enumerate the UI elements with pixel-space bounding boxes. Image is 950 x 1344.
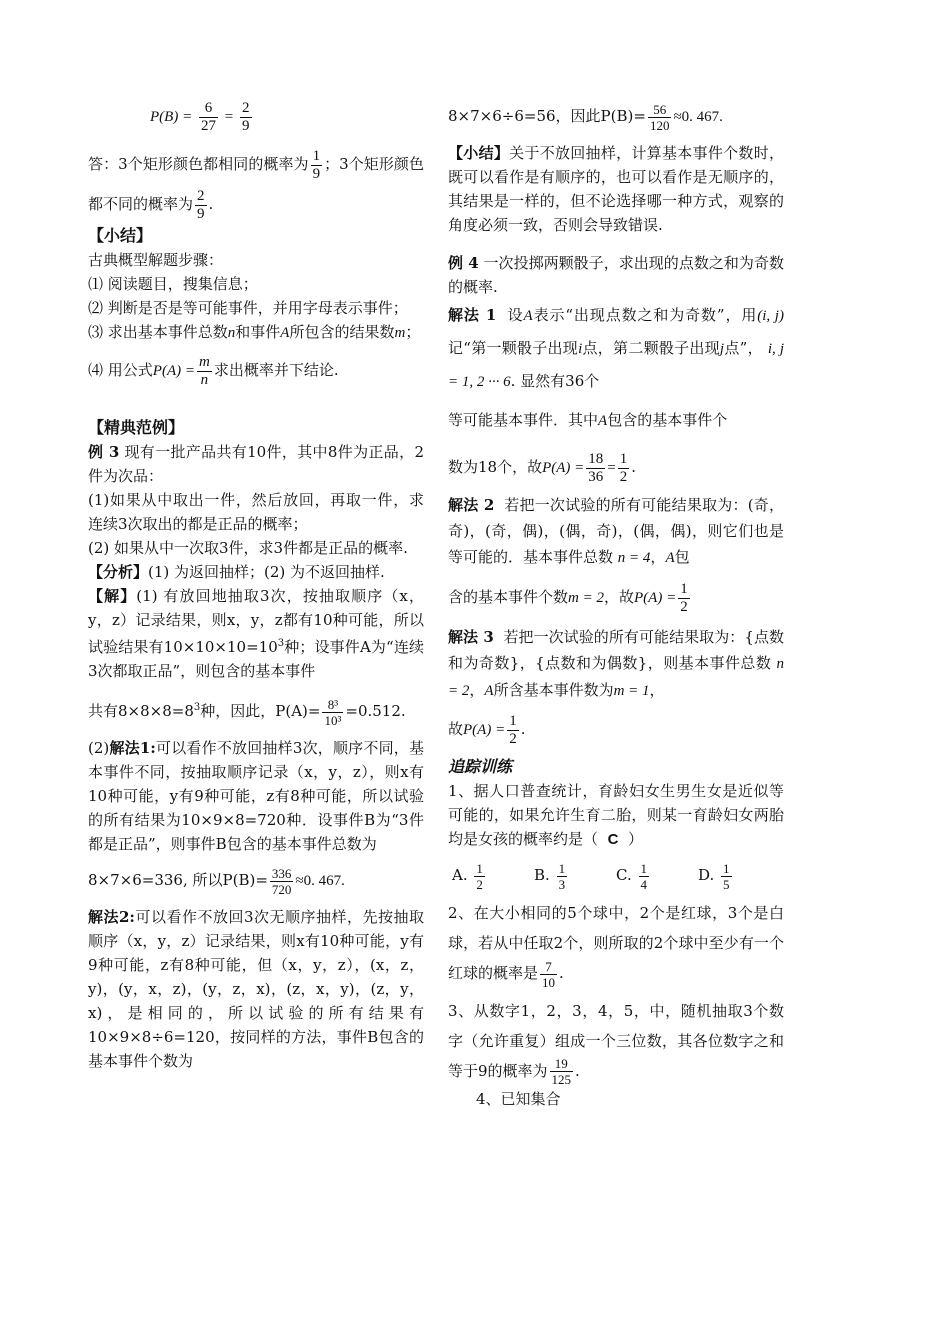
- method-1-cont: 等可能基本事件．其中A包含的基本事件个: [448, 411, 728, 429]
- method-1: 解法 1 设A表示“出现点数之和为奇数”，用(i, j)记“第一颗骰子出现i点，第二颗骰子出现j点”， i, j = 1, 2 ··· 6. 显然有36个: [448, 306, 784, 390]
- example-3-q2: (2) 如果从中一次取3件，求3件都是正品的概率.: [88, 539, 408, 557]
- solution-3: 解法2:可以看作不放回3次无顺序抽样，先按抽取顺序（x，y，z）记录结果，则x有10种可能，y有9种可能，z有8种可能，但（x，y，z），(x，z，y)，(y，x，z)，(y，z，x)，(z，x，y)，(z，y，x)，是相同的，所以试验的所有结果有10×9×8÷6=120，按同样的方法，事件B包含的基本事件个数为: [88, 908, 425, 1070]
- step-4: ⑷ 用公式P(A) = $\frac{m}{n}$ 求出概率并下结论.: [88, 353, 339, 388]
- fraction: $\frac{\text{8³}}{\text{10³}}$: [324, 696, 342, 728]
- tracking-title: 追踪训练: [448, 757, 513, 776]
- fraction: $\frac{1}{2}$: [619, 450, 628, 485]
- fraction: $\frac{7}{10}$: [542, 958, 556, 990]
- summary-intro: 古典概型解题步骤：: [88, 251, 224, 269]
- fraction: $\frac{336}{720}$: [271, 865, 292, 897]
- summary-2: 【小结】关于不放回抽样，计算基本事件个数时，既可以看作是有顺序的，也可以看作是无顺序的，其结果是一样的，但不论选择哪一种方式，观察的角度必须一致，否则会导致错误.: [448, 144, 784, 234]
- summary-title: 【小结】: [88, 226, 153, 245]
- examples-title: 【精典范例】: [88, 418, 185, 437]
- question-2: 2、在大小相同的5个球中，2个是红球，3个是白球，若从中任取2个，则所取的2个球中至少有一个红球的概率是 $\frac{7}{10}$ .: [448, 904, 784, 990]
- right-column: [448, 92, 784, 1111]
- fraction: $\frac{1}{2}$: [509, 712, 517, 747]
- left-column: [88, 88, 424, 1073]
- step-3: ⑶ 求出基本事件总数n和事件A所包含的结果数m；: [88, 323, 421, 341]
- option-b: B. $\frac{1}{3}$: [534, 860, 566, 892]
- fraction: $\frac{1}{2}$: [680, 580, 688, 615]
- fraction: $\frac{2}{9}$: [197, 187, 205, 222]
- solution-2: (2)解法1:可以看作不放回抽样3次，顺序不同，基本事件不同，按抽取顺序记录（x，y，z），则x有10种可能，y有9种可能，z有8种可能，所以试验的所有结果为10×9×8=720种．设事件B为“3件都是正品”，则事件B包含的基本事件总数为: [88, 739, 424, 853]
- example-4: 例 4 一次投掷两颗骰子，求出现的点数之和为奇数的概率.: [448, 254, 784, 296]
- fraction: $\frac{19}{125}$: [551, 1056, 572, 1087]
- fraction: $\frac{m}{n}$: [198, 353, 210, 388]
- analysis: 【分析】(1) 为返回抽样；(2) 为不返回抽样.: [88, 563, 385, 581]
- step-1: ⑴ 阅读题目，搜集信息；: [88, 275, 258, 293]
- question-1-options: [448, 852, 784, 898]
- step-2: ⑵ 判断是否是等可能事件，并用字母表示事件；: [88, 299, 408, 317]
- fraction: $\frac{2}{9}$: [242, 99, 250, 134]
- method-3: 解法 3 若把一次试验的所有可能结果取为：{点数和为奇数}，{点数和为偶数}，则基本事件总数 n = 2，A所含基本事件数为m = 1，: [448, 628, 784, 699]
- solution-line-2: 共有$8\times 8\times 8=8^3$种，因此，P(A)= $\frac{\text{8³}}{\text{10³}}$ =0.512.: [88, 696, 406, 728]
- method-2: 解法 2 若把一次试验的所有可能结果取为：(奇，奇)，(奇，偶)，(偶，奇)，(偶，偶)，则它们也是等可能的．基本事件总数 n = 4，A包: [448, 496, 784, 566]
- option-a: A. $\frac{1}{2}$: [452, 860, 483, 892]
- solution: 【解】(1) 有放回地抽取3次，按抽取顺序（x，y，z）记录结果，则x，y，z都有10种可能，所以试验结果有$10\times 10\times 10=10^3$种；设事件A为“连续3次都取正品”，则包含的基本事件: [88, 587, 424, 680]
- question-3: 3、从数字1，2，3，4，5，中，随机抽取3个数字（允许重复）组成一个三位数，其各位数字之和等于9的概率为 $\frac{19}{125}$ .: [448, 1001, 784, 1087]
- example-3: 例 3 现有一批产品共有10件，其中8件为正品，2件为次品：: [88, 443, 424, 485]
- fraction: $\frac{56}{120}$: [649, 101, 670, 133]
- example-3-q1: (1)如果从中取出一件，然后放回，再取一件，求连续3次取出的都是正品的概率；: [88, 491, 424, 533]
- method-1-result: 数为18个，故P(A) = $\frac{18}{36}$ = $\frac{1}{2}$ .: [448, 450, 637, 485]
- pb-formula: P(B) = $\frac{6}{27}$ = $\frac{2}{9}$: [150, 99, 250, 134]
- fraction: $\frac{1}{9}$: [312, 147, 321, 182]
- method-3-result: 故P(A) = $\frac{1}{2}$ .: [448, 712, 526, 747]
- continuation: 8×7×6÷6=56，因此P(B)= $\frac{56}{120}$ ≈0. 467.: [448, 101, 723, 133]
- option-d: D. $\frac{1}{5}$: [698, 860, 730, 892]
- answer-paragraph: 答：3个矩形颜色都相同的概率为 $\frac{1}{9}$ ；3个矩形颜色都不同的概率为 $\frac{2}{9}$ .: [88, 147, 425, 222]
- fraction: $\frac{18}{36}$: [588, 450, 604, 485]
- solution-2-result: 8×7×6=336, 所以P(B)= $\frac{336}{720}$ ≈0. 467.: [88, 865, 345, 897]
- option-c: C. $\frac{1}{4}$: [616, 860, 647, 892]
- fraction: $\frac{6}{27}$: [200, 99, 216, 134]
- question-1: 1、据人口普查统计，育龄妇女生男生女是近似等可能的，如果允许生育二胎，则某一育龄妇女两胎均是女孩的概率约是（ C ）: [448, 782, 784, 848]
- method-2-result: 含的基本事件个数m = 2，故P(A) = $\frac{1}{2}$: [448, 580, 688, 615]
- question-4: 4、已知集合: [476, 1090, 561, 1108]
